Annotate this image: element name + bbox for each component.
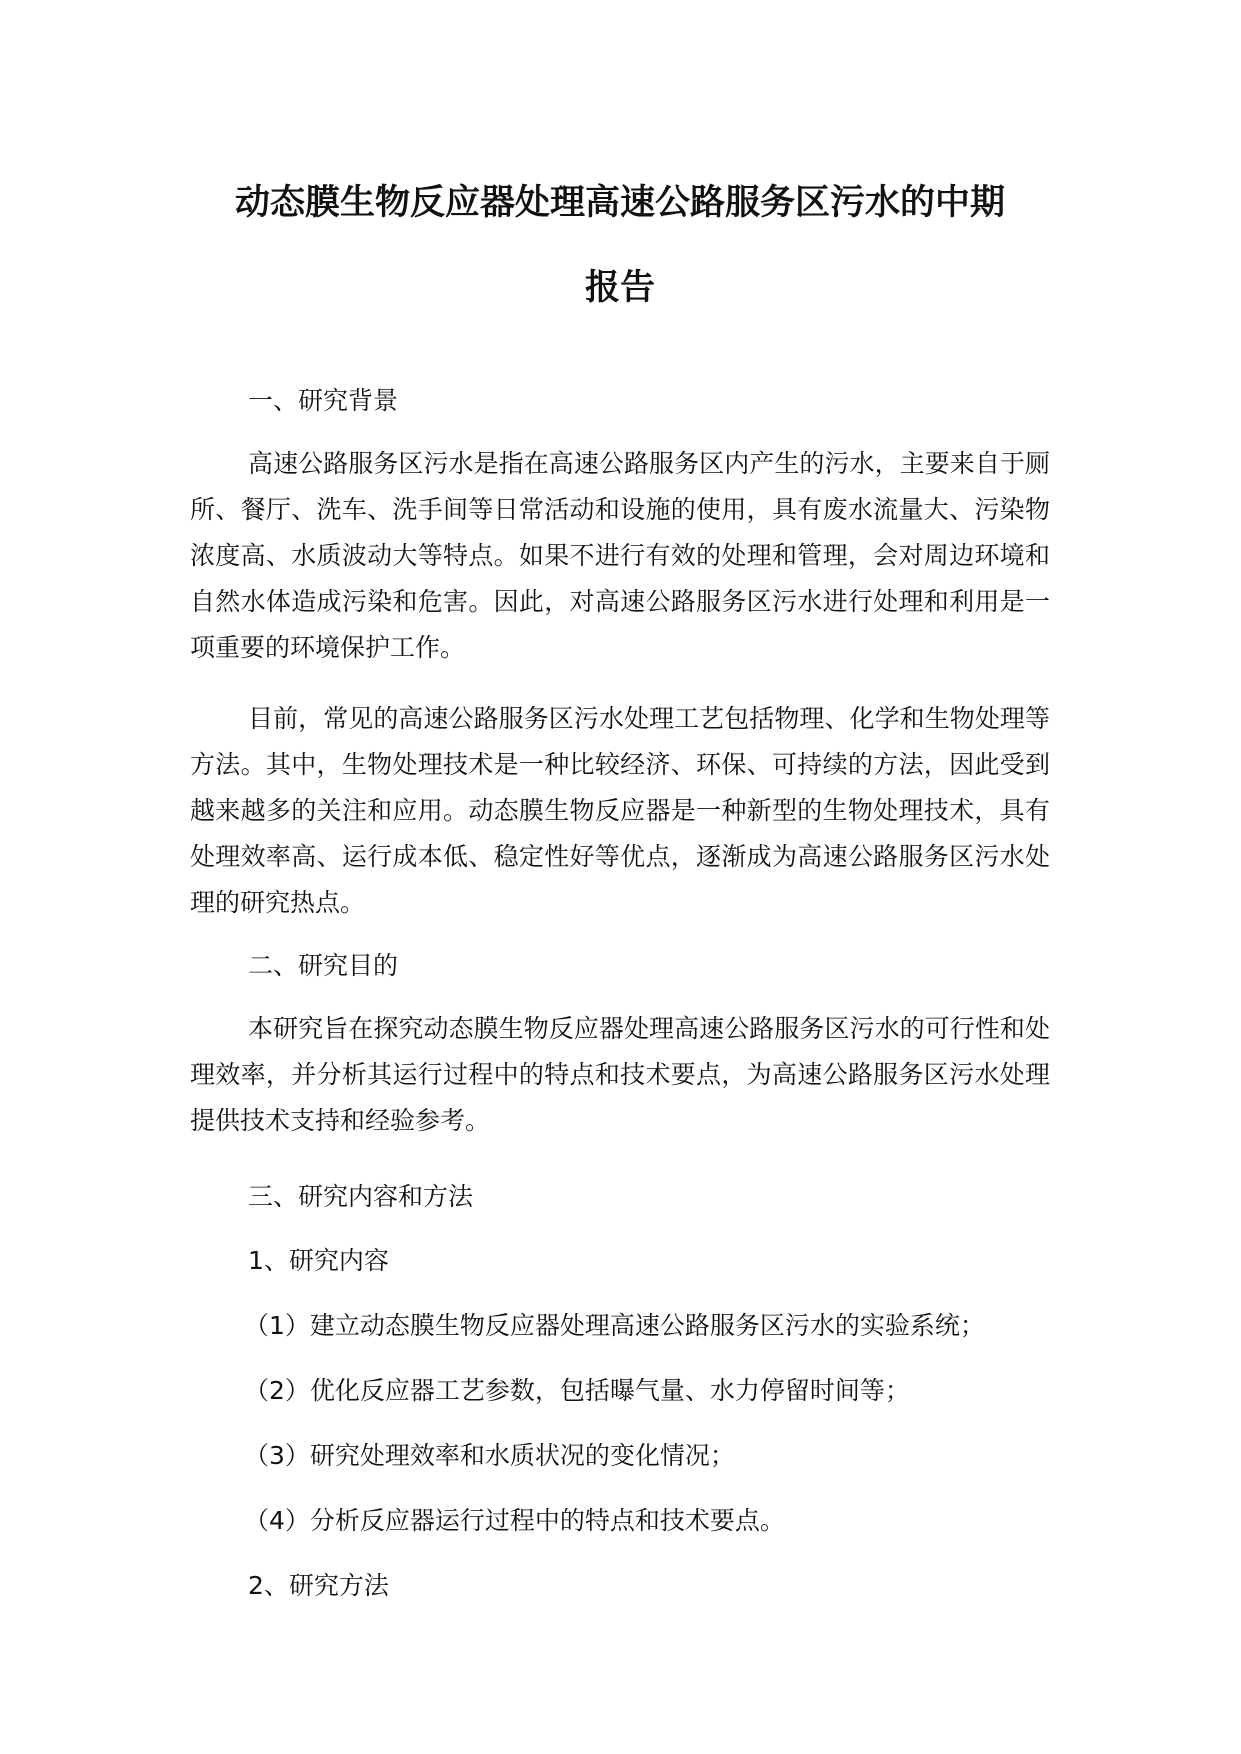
content-item-3: （3）研究处理效率和水质状况的变化情况； [244,1441,735,1470]
section-heading-purpose: 二、研究目的 [248,951,399,980]
content-item-4: （4）分析反应器运行过程中的特点和技术要点。 [244,1506,785,1535]
paragraph-purpose: 本研究旨在探究动态膜生物反应器处理高速公路服务区污水的可行性和处理效率，并分析其运行过程中的特点和技术要点，为高速公路服务区污水处理提供技术支持和经验参考。 [190,1014,1050,1135]
document-title-line-2: 报告 [584,268,655,308]
subsection-heading-methods: 2、研究方法 [248,1571,389,1600]
paragraph-background-2: 目前，常见的高速公路服务区污水处理工艺包括物理、化学和生物处理等方法。其中，生物处理技术是一种比较经济、环保、可持续的方法，因此受到越来越多的关注和应用。动态膜生物反应器是一种新型的生物处理技术，具有处理效率高、运行成本低、稳定性好等优点，逐渐成为高速公路服务区污水处理的研究热点。 [190,704,1050,917]
section-heading-content-methods: 三、研究内容和方法 [248,1182,474,1211]
subsection-heading-content: 1、研究内容 [248,1246,389,1275]
document-title-line-1: 动态膜生物反应器处理高速公路服务区污水的中期 [234,183,1005,223]
section-heading-background: 一、研究背景 [248,386,399,415]
content-item-2: （2）优化反应器工艺参数，包括曝气量、水力停留时间等； [244,1376,910,1405]
content-item-1: （1）建立动态膜生物反应器处理高速公路服务区污水的实验系统； [244,1311,985,1340]
paragraph-background-1: 高速公路服务区污水是指在高速公路服务区内产生的污水，主要来自于厕所、餐厅、洗车、洗手间等日常活动和设施的使用，具有废水流量大、污染物浓度高、水质波动大等特点。如果不进行有效的处理和管理，会对周边环境和自然水体造成污染和危害。因此，对高速公路服务区污水进行处理和利用是一项重要的环境保护工作。 [190,449,1050,662]
